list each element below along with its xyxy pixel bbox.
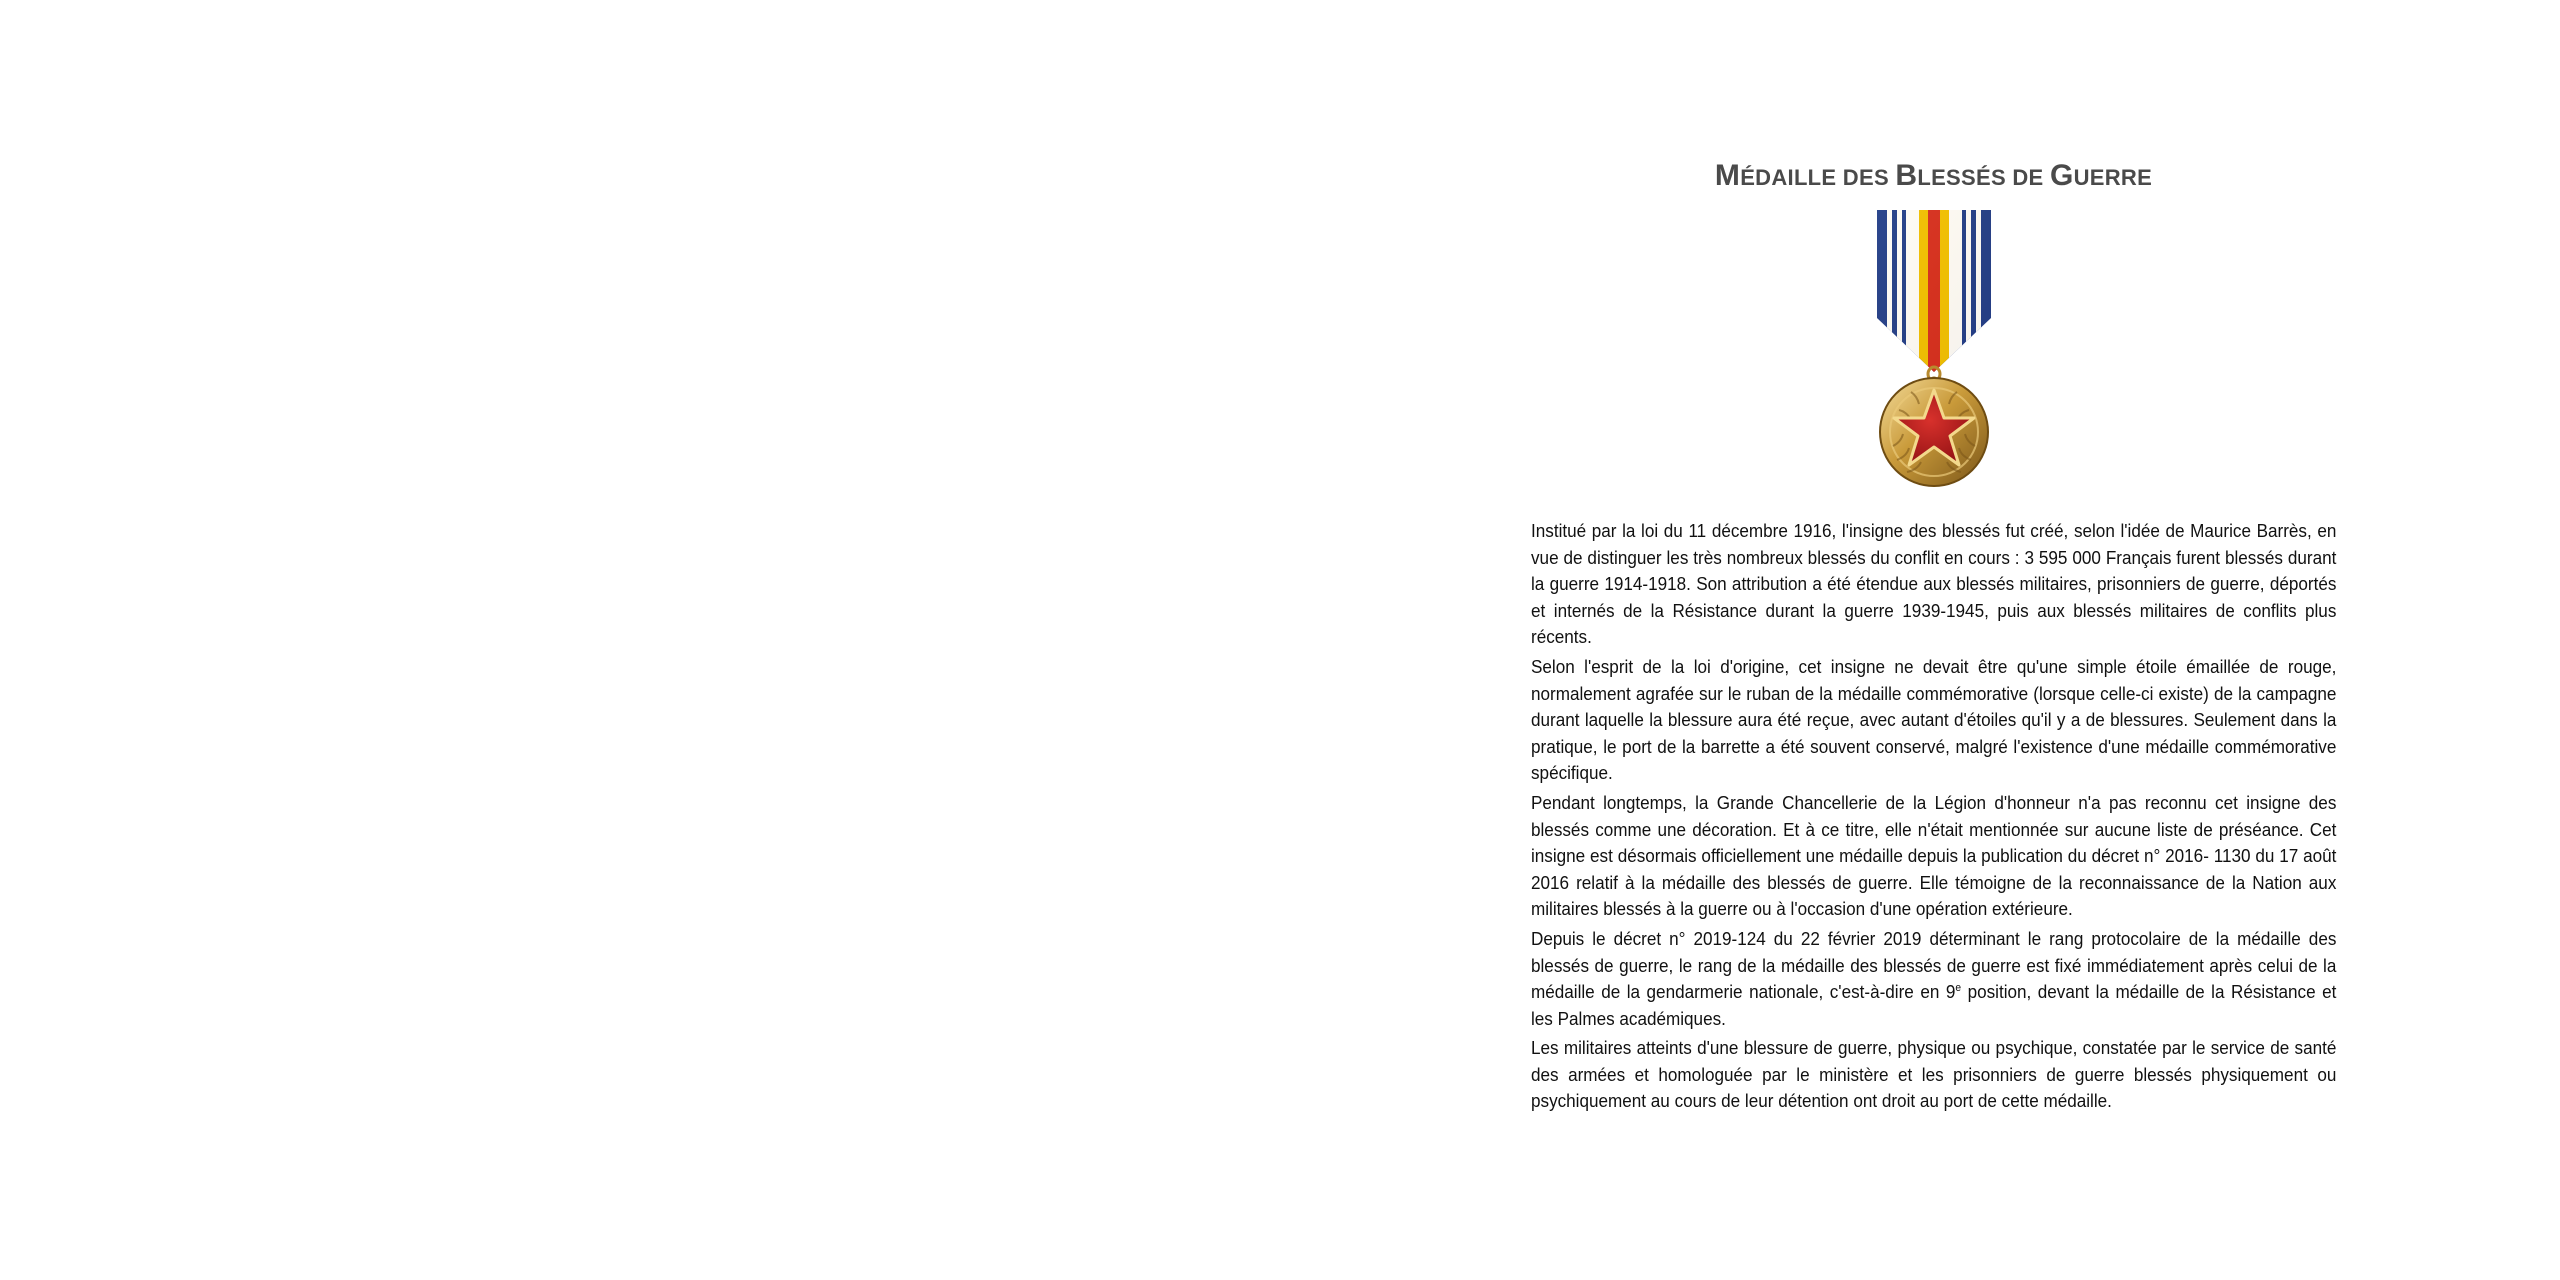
superscript: e: [1955, 981, 1962, 994]
paragraph: Institué par la loi du 11 décembre 1916, l'insigne des blessés fut créé, selon l'idée de Maurice Barrès, en vue de distinguer les très nombreux blessés du conflit en cours : 3 595 000 Français furent blessés durant la guerre 1914-1918. Son attribution a été étendue aux blessés militaires, prisonniers de guerre, déportés et internés de la Résistance durant la guerre 1939-1945, puis aux blessés militaires de conflits plus récents.: [1531, 520, 2337, 648]
title-initial: M: [1714, 159, 1741, 192]
paragraph-text: position, devant la médaille de la Résistance et les Palmes académiques.: [1531, 981, 2337, 1029]
paragraph: [1531, 926, 2336, 1032]
article-column: [1531, 150, 2336, 1118]
title-initial: B: [1895, 159, 1918, 192]
paragraph: Pendant longtemps, la Grande Chancellerie de la Légion d'honneur n'a pas reconnu cet insigne des blessés comme une décoration. Et à ce titre, elle n'était mentionnée sur aucune liste de préséance. Cet insigne est désormais officiellement une médaille depuis la publication du décret n° 2016- 1130 du 17 août 2016 relatif à la médaille des blessés de guerre. Elle témoigne de la reconnaissance de la Nation aux militaires blessés à la guerre ou à l'occasion d'une opération extérieure.: [1531, 791, 2337, 920]
paragraph: Les militaires atteints d'une blessure de guerre, physique ou psychique, constatée par le service de santé des armées et homologuée par le ministère et les prisonniers de guerre blessés physiquement ou psychiquement au cours de leur détention ont droit au port de cette médaille.: [1531, 1037, 2337, 1112]
title-fragment: ÉDAILLE DES: [1740, 165, 1896, 190]
article-body: [1531, 518, 2336, 1115]
ribbon: [1877, 210, 1991, 380]
title-fragment: UERRE: [2073, 165, 2153, 190]
medal-icon: [1869, 210, 1999, 492]
medal-image: [1531, 210, 2336, 492]
paragraph-text: Depuis le décret n° 2019-124 du 22 février 2019 déterminant le rang protocolaire de la médaille des blessés de guerre, le rang de la médaille des blessés de guerre est fixé immédiatement après celui de la médaille de la gendarmerie nationale, c'est-à-dire en 9: [1531, 927, 2337, 1003]
page-title: [1531, 156, 2336, 198]
medallion: [1880, 378, 1988, 486]
title-fragment: LESSÉS DE: [1917, 165, 2050, 190]
title-initial: G: [2049, 159, 2074, 192]
paragraph: Selon l'esprit de la loi d'origine, cet insigne ne devait être qu'une simple étoile émaillée de rouge, normalement agrafée sur le ruban de la médaille commémorative (lorsque celle-ci existe) de la campagne durant laquelle la blessure aura été reçue, avec autant d'étoiles qu'il y a de blessures. Seulement dans la pratique, le port de la barrette a été souvent conservé, malgré l'existence d'une médaille commémorative spécifique.: [1531, 655, 2337, 784]
